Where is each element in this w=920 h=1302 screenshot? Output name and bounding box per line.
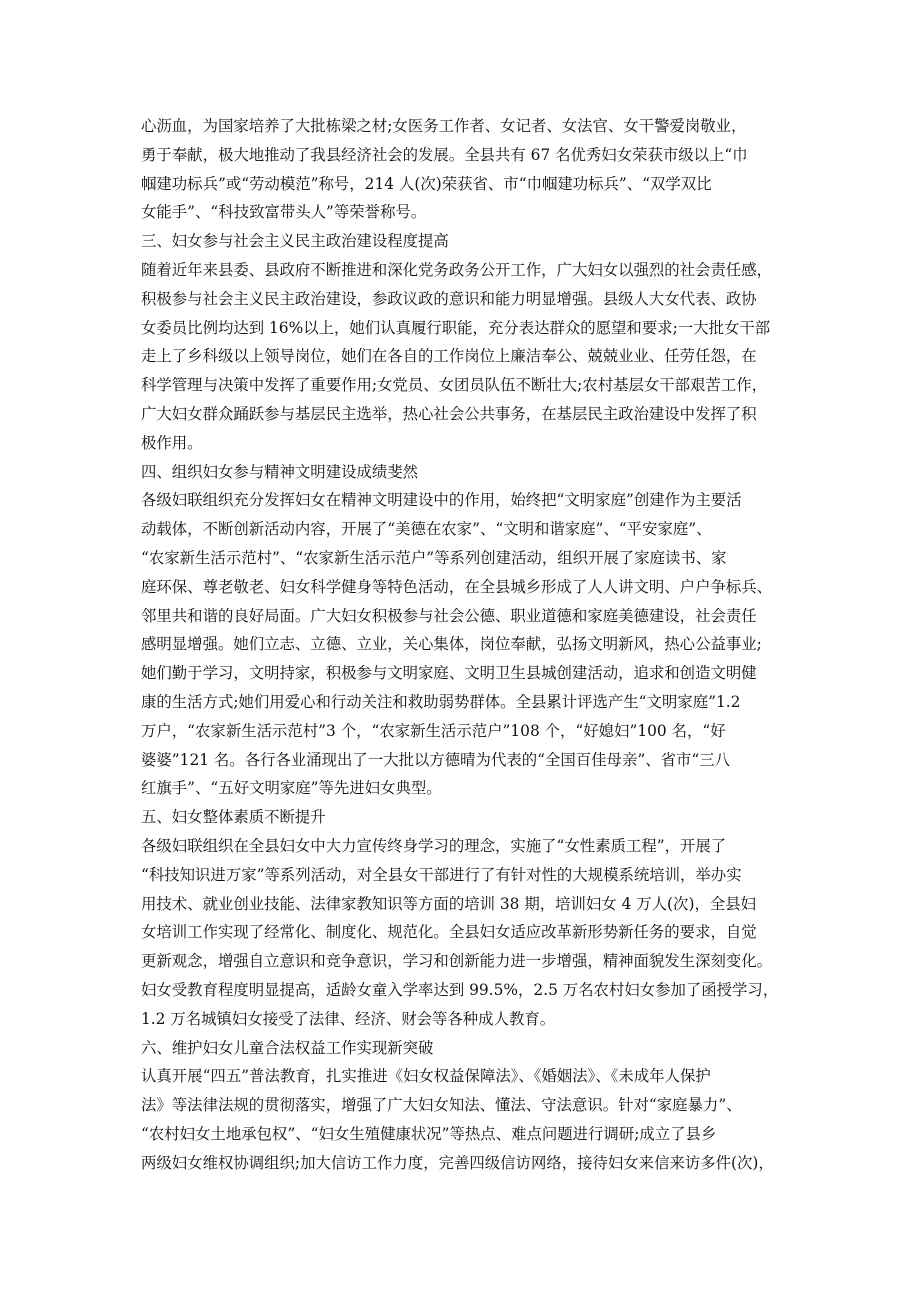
section-heading: 六、维护妇女儿童合法权益工作实现新突破 — [141, 1038, 434, 1057]
text-line: 积极参与社会主义民主政治建设，参政议政的意识和能力明显增强。县级人大女代表、政协 — [141, 289, 757, 308]
document-page — [141, 112, 791, 1177]
text-line: 女培训工作实现了经常化、制度化、规范化。全县妇女适应改革新形势新任务的要求，自觉 — [141, 923, 757, 942]
text-line: 女委员比例均达到 16%以上，她们认真履行职能，充分表达群众的愿望和要求;一大批女干部 — [141, 318, 771, 337]
text-line: 心沥血，为国家培养了大批栋梁之材;女医务工作者、女记者、女法官、女干警爱岗敬业， — [141, 117, 747, 135]
text-line: 勇于奉献，极大地推动了我县经济社会的发展。全县共有 67 名优秀妇女荣获市级以上“巾 — [141, 145, 748, 164]
text-line: 庭环保、尊老敬老、妇女科学健身等特色活动，在全县城乡形成了人人讲文明、户户争标兵、 — [141, 577, 773, 596]
section-heading: 五、妇女整体素质不断提升 — [141, 808, 326, 827]
text-line: 红旗手”、“五好文明家庭”等先进妇女典型。 — [141, 779, 442, 798]
section-heading: 四、组织妇女参与精神文明建设成绩斐然 — [141, 462, 419, 481]
text-line: 1.2 万名城镇妇女接受了法律、经济、财会等各种成人教育。 — [141, 1009, 556, 1028]
text-line: 科学管理与决策中发挥了重要作用;女党员、女团员队伍不断壮大;农村基层女干部艰苦工作， — [141, 376, 767, 395]
text-line: 用技术、就业创业技能、法律家教知识等方面的培训 38 期，培训妇女 4 万人(次)，全县妇 — [141, 894, 757, 913]
text-line: 随着近年来县委、县政府不断推进和深化党务政务公开工作，广大妇女以强烈的社会责任感， — [141, 260, 773, 279]
text-line: 康的生活方式;她们用爱心和行动关注和救助弱势群体。全县累计评选产生“文明家庭”1.2 — [141, 692, 741, 711]
text-line: 感明显增强。她们立志、立德、立业，关心集体，岗位奉献，弘扬文明新风，热心公益事业; — [141, 635, 762, 654]
text-line: 婆婆”121 名。各行各业涌现出了一大批以方德晴为代表的“全国百佳母亲”、省市“三八 — [141, 750, 731, 769]
text-line: 万户，“农家新生活示范村”3 个，“农家新生活示范户”108 个，“好媳妇”100 名，“好 — [141, 721, 726, 740]
text-line: 法》等法律法规的贯彻落实，增强了广大妇女知法、懂法、守法意识。针对“家庭暴力”、 — [141, 1096, 742, 1115]
text-line: 更新观念，增强自立意识和竞争意识，学习和创新能力进一步增强，精神面貌发生深刻变化。 — [141, 952, 773, 971]
text-line: 广大妇女群众踊跃参与基层民主选举，热心社会公共事务，在基层民主政治建设中发挥了积 — [141, 404, 757, 423]
text-line: 极作用。 — [141, 433, 203, 452]
text-line: 各级妇联组织在全县妇女中大力宣传终身学习的理念，实施了“女性素质工程”，开展了 — [141, 836, 727, 855]
text-line: 她们勤于学习，文明持家，积极参与文明家庭、文明卫生县城创建活动，追求和创造文明健 — [141, 664, 757, 683]
text-line: 女能手”、“科技致富带头人”等荣誉称号。 — [141, 203, 427, 222]
section-heading: 三、妇女参与社会主义民主政治建设程度提高 — [141, 232, 449, 251]
text-line: 动载体，不断创新活动内容，开展了“美德在农家”、“文明和谐家庭”、“平安家庭”、 — [141, 520, 712, 539]
text-line: 帼建功标兵”或“劳动模范”称号，214 人(次)荣获省、市“巾帼建功标兵”、“双学双比 — [141, 174, 712, 193]
text-line: “农村妇女土地承包权”、“妇女生殖健康状况”等热点、难点问题进行调研;成立了县乡 — [141, 1124, 717, 1143]
text-line: “农家新生活示范村”、“农家新生活示范户”等系列创建活动，组织开展了家庭读书、家 — [141, 548, 727, 567]
text-line: 两级妇女维权协调组织;加大信访工作力度，完善四级信访网络，接待妇女来信来访多件(次)， — [141, 1153, 774, 1172]
text-line: 邻里共和谐的良好局面。广大妇女积极参与社会公德、职业道德和家庭美德建设，社会责任 — [141, 606, 757, 625]
text-line: “科技知识进万家”等系列活动，对全县女干部进行了有针对性的大规模系统培训，举办实 — [141, 865, 742, 884]
text-line: 走上了乡科级以上领导岗位，她们在各自的工作岗位上廉洁奉公、兢兢业业、任劳任怨，在 — [141, 347, 757, 366]
text-line: 妇女受教育程度明显提高，适龄女童入学率达到 99.5%，2.5 万名农村妇女参加了函授学习， — [141, 980, 779, 999]
text-line: 各级妇联组织充分发挥妇女在精神文明建设中的作用，始终把“文明家庭”创建作为主要活 — [141, 491, 742, 510]
text-line: 认真开展“四五”普法教育，扎实推进《妇女权益保障法》、《婚姻法》、《未成年人保护 — [141, 1067, 711, 1086]
